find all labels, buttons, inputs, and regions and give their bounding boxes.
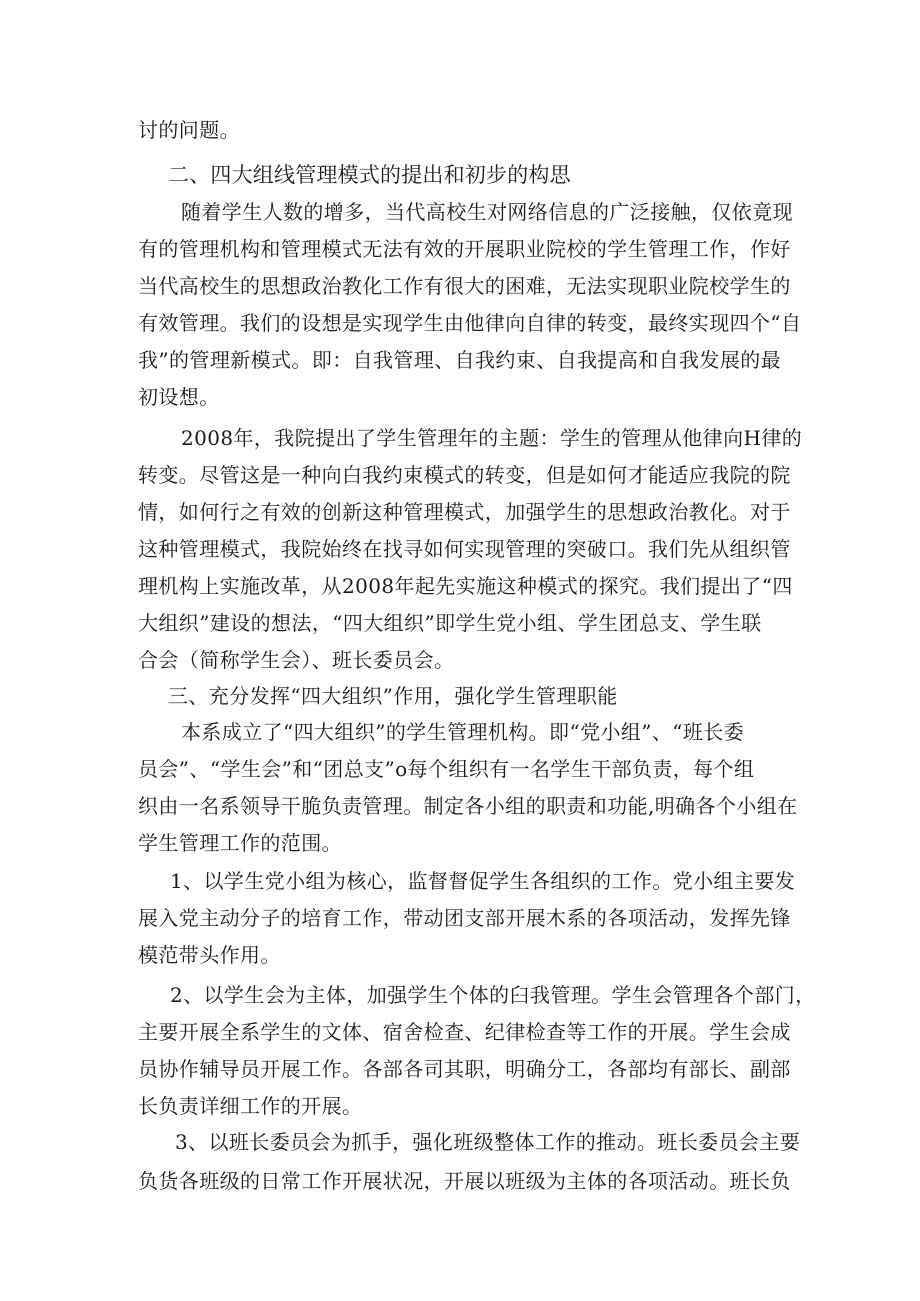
paragraph-line: 长负责详细工作的开展。 bbox=[138, 1094, 363, 1118]
paragraph-line: 织由一名系领导干脆负责管理。制定各小组的职责和功能,明确各个小组在 bbox=[138, 794, 798, 818]
paragraph-line: 员协作辅导员开展工作。各部各司其职，明确分工，各部均有部长、副部 bbox=[138, 1057, 791, 1081]
paragraph-line: 有的管理机构和管理模式无法有效的开展职业院校的学生管理工作，作好 bbox=[138, 237, 791, 261]
paragraph-line: 合会（简称学生会）、班长委员会。 bbox=[138, 648, 455, 672]
paragraph-line: 有效管理。我们的设想是实现学生由他律向自律的转变，最终实现四个“自 bbox=[138, 311, 802, 335]
paragraph-line: 转变。尽管这是一种向白我约束模式的转变，但是如何才能适应我院的院 bbox=[138, 463, 791, 487]
paragraph-line: 负货各班级的日常工作开展状况，开展以班级为主体的各项活动。班长负 bbox=[138, 1169, 791, 1193]
paragraph-line: 我”的管理新模式。即：自我管理、自我约束、自我提高和自我发展的最 bbox=[138, 348, 782, 372]
paragraph-line: 学生管理工作的范围。 bbox=[138, 831, 342, 855]
paragraph-line: 初设想。 bbox=[138, 385, 220, 409]
paragraph-line: 1、以学生党小组为核心，监督督促学生各组织的工作。党小组主要发 bbox=[170, 869, 796, 893]
paragraph-line: 2、以学生会为主体，加强学生个体的臼我管理。学生会管理各个部门， bbox=[170, 983, 816, 1007]
paragraph-line: 展入党主动分子的培育工作，带动团支部开展木系的各项活动，发挥先锋 bbox=[138, 906, 791, 930]
section-heading: 二、四大组线管理模式的提出和初步的构思 bbox=[168, 163, 571, 187]
paragraph-line: 当代高校生的思想政治教化工作有很大的困难，无法实现职业院校学生的 bbox=[138, 274, 791, 298]
paragraph-line: 这种管理模式，我院始终在找寻如何实现管理的突破口。我们先从组织管 bbox=[138, 537, 791, 561]
paragraph-line: 大组织”建设的想法，“四大组织”即学生党小组、学生团总支、学生联 bbox=[138, 611, 762, 635]
paragraph-line: 理机构上实施改革，从2008年起先实施这种模式的探究。我们提出了“四 bbox=[138, 574, 793, 598]
paragraph-line: 员会”、“学生会”和“团总支”o每个组织有一名学生干部负责，每个组 bbox=[138, 757, 755, 781]
paragraph-line: 随着学生人数的增多，当代高校生对网络信息的广泛接触，仅依竟现 bbox=[181, 200, 793, 224]
paragraph-line: 本系成立了“四大组织”的学生管理机构。即“党小组”、“班长委 bbox=[181, 720, 745, 744]
section-heading: 三、充分发挥“四大组织”作用，强化学生管理职能 bbox=[168, 684, 618, 708]
paragraph-line: 主要开展全系学生的文体、宿舍检查、纪律检查等工作的开展。学生会成 bbox=[138, 1020, 791, 1044]
paragraph-line: 3、以班长委员会为抓手，强化班级整体工作的推动。班长委员会主要 bbox=[175, 1130, 801, 1154]
paragraph-line: 讨的问题。 bbox=[138, 118, 240, 142]
paragraph-line: 模范带头作用。 bbox=[138, 943, 281, 967]
paragraph-line: 2008年，我院提出了学生管理年的主题：学生的管理从他律向H律的 bbox=[181, 426, 803, 450]
paragraph-line: 情，如何行之有效的创新这种管理模式，加强学生的思想政治教化。对于 bbox=[138, 500, 791, 524]
